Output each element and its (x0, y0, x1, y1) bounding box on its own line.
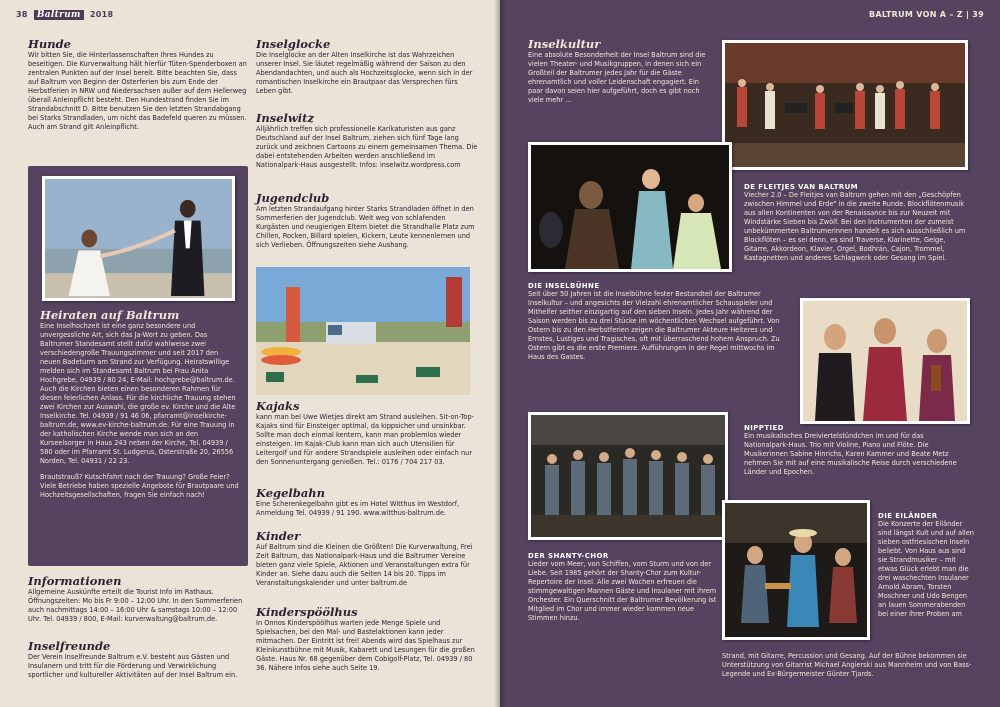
text-heiraten-2: Brautstrauß? Kutschfahrt nach der Trauung? Große Feier? Viele Betriebe haben spezielle Angebote für Brautpaare und Hochzeitsgesellschaften, fragen Sie einfach nach! (40, 473, 239, 500)
beach-photo (256, 267, 470, 395)
heading-nipptied: NIPPTIED (744, 424, 784, 432)
wedding-photo (42, 176, 235, 301)
heading-jugendclub: Jugendclub (256, 191, 330, 205)
heading-kinderspoolhus: Kinderspöölhus (256, 605, 358, 619)
text-kinder: Auf Baltrum sind die Kleinen die Größten! Die Kurverwaltung, Frei Zeit Baltrum, das Nationalpark-Haus und die Baltrumer Vereine bieten ganz viele Spiele, Aktionen und Veranstaltungen extra für Kinder an. Siehe dazu auch die Seiten 14 bis 20. Tipps im Veranstaltungskalender und unter baltrum.de (256, 543, 473, 588)
heading-hunde: Hunde (28, 37, 71, 51)
section-hunde (28, 38, 248, 132)
section-kinder (256, 530, 478, 588)
section-inselfreunde (28, 640, 248, 680)
folio-year: 2018 (89, 10, 114, 19)
nipptied-photo (800, 298, 970, 424)
wedding-couple-image (45, 179, 232, 298)
text-kegelbahn: Eine Scherenkegelbahn gibt es im Hotel Witthus im Westdorf, Anmeldung Tel. 04939 / 91 190. www.witthus-baltrum.de. (256, 500, 460, 518)
text-kajaks: kann man bei Uwe Wietjes direkt am Strand ausleihen. Sit-on-Top-Kajaks sind für Einsteiger optimal, da kippsicher und unsinkbar. Sollte man doch einmal kentern, kann man problemlos wieder einsteigen. Im Kajak-Club kann man sich auch Utensilien für Leitergolf und für andere Strandspiele ausleihen oder einfach nur den Sonnenuntergang genießen. Tel.: 0176 / 704 217 03. (256, 413, 475, 466)
page-number-left: 38 (16, 10, 28, 19)
section-inselbuehne (528, 282, 790, 362)
section-kajaks (256, 400, 478, 467)
section-eilaender-cont (722, 652, 974, 679)
shanty-choir-image (531, 415, 725, 537)
heading-fleitjes: DE FLEITJES VAN BALTRUM (744, 183, 859, 191)
shanty-photo (528, 412, 728, 540)
section-nipptied (744, 424, 970, 477)
heading-inselglocke: Inselglocke (256, 37, 331, 51)
fleitjes-photo (722, 40, 968, 170)
heading-heiraten: Heiraten auf Baltrum (40, 308, 180, 322)
text-nipptied: Ein musikalisches Dreiviertelstündchen im und für das Nationalpark-Haus. Trio mit Violine, Piano und Flöte. Die Musikerinnen Sabine Hinrichs, Karen Kammer und Beate Metz nehmen Sie mit auf eine musikalische Reise durch verschiedene Länder und Epochen. (744, 432, 957, 477)
section-eilaender (878, 512, 974, 619)
inselbuehne-stage-image (531, 145, 729, 269)
heading-eilaender: DIE EILÄNDER (878, 512, 938, 520)
eilaender-band-image (725, 503, 867, 637)
page-number-right: 39 (972, 10, 984, 19)
heading-kegelbahn: Kegelbahn (256, 486, 325, 500)
nipptied-trio-image (803, 301, 967, 421)
heading-inselkultur: Inselkultur (528, 37, 601, 51)
section-heiraten (40, 309, 240, 500)
right-folio: BALTRUM VON A – Z | 39 (868, 10, 984, 19)
section-kinderspoolhus (256, 606, 478, 673)
heading-kinder: Kinder (256, 529, 301, 543)
inselbuehne-photo (528, 142, 732, 272)
section-inselkultur (528, 38, 714, 105)
text-inselbuehne: Seit über 50 Jahren ist die Inselbühne fester Bestandteil der Baltrumer Inselkultur – und angesichts der Vielzahl ehrenamtlicher Schauspieler und Mithelfer seither einzigartig auf den sieben Inseln. Jedes Jahr während der Saison werden bis zu drei Stücke im wöchentlichen Wechsel aufgeführt. Von Ostern bis zu den Herbstferien zeigen die Baltrumer Akteure Heiteres und Ernstes, Lustiges und Tragisches, oft mit überraschend hohem Anspruch. Zu Ostern gibt es die erste Premiere. Aufführungen in der Regel mittwochs im Haus des Gastes. (528, 290, 780, 362)
section-informationen (28, 575, 248, 624)
eilaender-photo (722, 500, 870, 640)
heading-kajaks: Kajaks (256, 399, 300, 413)
text-inselkultur: Eine absolute Besonderheit der Insel Baltrum sind die vielen Theater- und Musikgruppen, in denen sich ein Großteil der Baltrumer jedes Jahr für die Gäste ehrenamtlich und voller Leidenschaft engagiert. Ein paar davon seien hier aufgeführt, doch es gibt noch viele mehr … (528, 51, 706, 104)
section-jugendclub (256, 192, 478, 250)
heading-informationen: Informationen (28, 574, 122, 588)
folio-label: BALTRUM VON A – Z (868, 10, 963, 19)
text-informationen: Allgemeine Auskünfte erteilt die Tourist Info im Rathaus. Öffnungszeiten: Mo bis Fr 9:00 – 12:00 Uhr. In den Sommerferien auch nachmittags 14:00 – 16:00 Uhr & samstags 10:00 – 12:00 Uhr. Tel. 04939 / 800, E-Mail: kurverwaltung@baltrum.de. (28, 588, 243, 624)
section-fleitjes (744, 183, 970, 263)
section-kegelbahn (256, 487, 478, 518)
section-inselglocke (256, 38, 478, 96)
text-heiraten: Eine Inselhochzeit ist eine ganz besondere und unvergessliche Art, sich das Ja-Wort zu geben. Das Baltrumer Standesamt stellt dafür wahlweise zwei verschiedengroße Trauungszimmer und seit 2017 den neuen Badeturm am Strand zur Verfügung. Heiratswillige melden sich im Standesamt Baltrum bei Frau Anita Hochgrebe, 04939 / 80 24, E-Mail: hochgrebe@baltrum.de. Auch die Kirchen bieten einen besonderen Rahmen für diesen feierlichen Anlass. Für die kirchliche Trauung stehen zwei Kirchen zur Auswahl, die große ev. Kirche und die Alte Inselkirche. Tel. 04939 / 91 46 06, pfarramt@inselkirche-baltrum.de, www.ev-kirche-baltrum.de. Für eine Trauung in der katholischen Kirche wende man sich an den Kurseelsorger in Haus 243 neben der Kirche, Tel. 04939 / 580 oder im Pfarramt St. Ludgerus, Osterstraße 20, 26556 Norden, Tel. 04931 / 22 23. (40, 322, 236, 465)
heading-inselwitz: Inselwitz (256, 111, 315, 125)
text-fleitjes: Viecher 2.0 – De Fleitjes van Baltrum gehen mit den „Geschöpfen zwischen Himmel und Erde" in die zweite Runde. Blockflötenmusik aus allen Kontinenten von der Renaissance bis zur Neuzeit mit Windstärke Sieben bis Zwölf. Bei den Instrumenten der zumeist unbekümmerten Baltrumerinnen handelt es sich ausschließlich um Blockflöten – es sei denn, es sind Traverse, Klarinette, Geige, Gitarre, Akkordeon, Klavier, Orgel, Bodhrán, Cajon, Trommel, Kastagnetten und anderes Schlagwerk oder Gesang im Spiel. (744, 191, 966, 263)
left-folio (16, 10, 113, 20)
baltrum-logo: Baltrum (34, 10, 84, 20)
text-eilaender-2: Strand, mit Gitarre, Percussion und Gesang. Auf der Bühne bekommen sie Unterstützung von Gitarrist Michael Angierski aus Mannheim und von Bass-Legende und Ex-Bürgermeister Günter Tjards. (722, 652, 972, 678)
heading-inselfreunde: Inselfreunde (28, 639, 111, 653)
heiraten-box (28, 166, 248, 566)
heading-shanty: DER SHANTY-CHOR (528, 552, 609, 560)
text-inselglocke: Die Inselglocke an der Alten Inselkirche ist das Wahrzeichen unserer Insel. Sie läutet regelmäßig während der Saison zu den Abendandachten, und auch als Hochzeitsglocke, wenn sich in der romantischen Inselkirche ein Brautpaar das Versprechen fürs Leben gibt. (256, 51, 473, 96)
spread-gutter (494, 0, 506, 707)
right-page (500, 0, 1000, 707)
text-jugendclub: Am letzten Strandaufgang hinter Starks Strandladen öffnet in den Sommerferien der Jugendclub. Weit weg von schlafenden Kurgästen und neugierigen Eltern bietet die Strandhalle Platz zum Chillen, Rocken, Billard spielen, Kickern, Leute kennenlernen und sich Verlieben. Öffnungszeiten siehe Aushang. (256, 205, 475, 250)
text-inselfreunde: Der Verein Inselfreunde Baltrum e.V. besteht aus Gästen und Insulanern und tritt für die Förderung und Verwirklichung sportlicher und kultureller Aktivitäten auf der Insel Baltrum ein. (28, 653, 238, 680)
section-inselwitz (256, 112, 478, 170)
text-inselwitz: Alljährlich treffen sich professionelle Karikaturisten aus ganz Deutschland auf der Insel Baltrum, ziehen sich fünf Tage lang zurück und zeichnen Cartoons zu einem gemeinsamen Thema. Die dabei entstehenden Arbeiten werden anschließend im Nationalpark-Haus ausgestellt. Infos: inselwitz.wordpress.com (256, 125, 478, 170)
section-shanty (528, 552, 720, 623)
text-shanty: Lieder vom Meer, von Schiffen, vom Sturm und von der Liebe. Seit 1985 gehört der Shanty-Chor zum Kultur-Repertoire der Insel. Alle zwei Wochen erfreuen die stimmgewaltigen Mannen Gäste und Insulaner mit ihrem Orchester. Ein Querschnitt der Baltrumer Bevölkerung ist Mitglied im Chor und immer wieder kommen neue Stimmen hinzu. (528, 560, 717, 623)
fleitjes-stage-image (725, 43, 965, 167)
text-eilaender: Die Konzerte der Eiländer sind längst Kult und auf allen sieben ostfriesischen Inseln beliebt. Von Haus aus sind sie Strandmusiker – mit etwas Glück erlebt man die drei waschechten Insulaner Arnold Abram, Torsten Moschner und Udo Bengen an lauen Sommerabenden bei einer ihrer Proben am (878, 520, 974, 618)
text-hunde: Wir bitten Sie, die Hinterlassenschaften Ihres Hundes zu beseitigen. Die Kurverwaltung hält hierfür Tüten-Spenderboxen an zentralen Punkten auf der Insel bereit. Bitte beachten Sie, dass auf Baltrum von Beginn der Osterferien bis zum Ende der Herbstferien in NRW und Niedersachsen außer auf dem Hellerweg überall Anleinpflicht besteht. Den Hundestrand finden Sie im Strandabschnitt D. Bitte benutzen Sie den letzten Strandabgang bei Starks Strandladen, um nicht das Badefeld queren zu müssen. Auch am Strand gilt Anleinpflicht. (28, 51, 247, 131)
text-kinderspoolhus: In Onnos Kinderspöölhus warten jede Menge Spiele und Spielsachen, bei den Mal- und Bastelaktionen kann jeder mitmachen. Der Eintritt ist frei! Abends wird das Spielhaus zur Kleinkunstbühne mit Musik, Kabarett und Lesungen für die großen Gäste. Haus Nr. 68 gegenüber dem Cobigolf-Platz, Tel. 04939 / 80 36. Nähere Infos siehe auch Seite 19. (256, 619, 475, 672)
beach-kajak-image (256, 267, 470, 395)
heading-inselbuehne: DIE INSELBÜHNE (528, 282, 600, 290)
